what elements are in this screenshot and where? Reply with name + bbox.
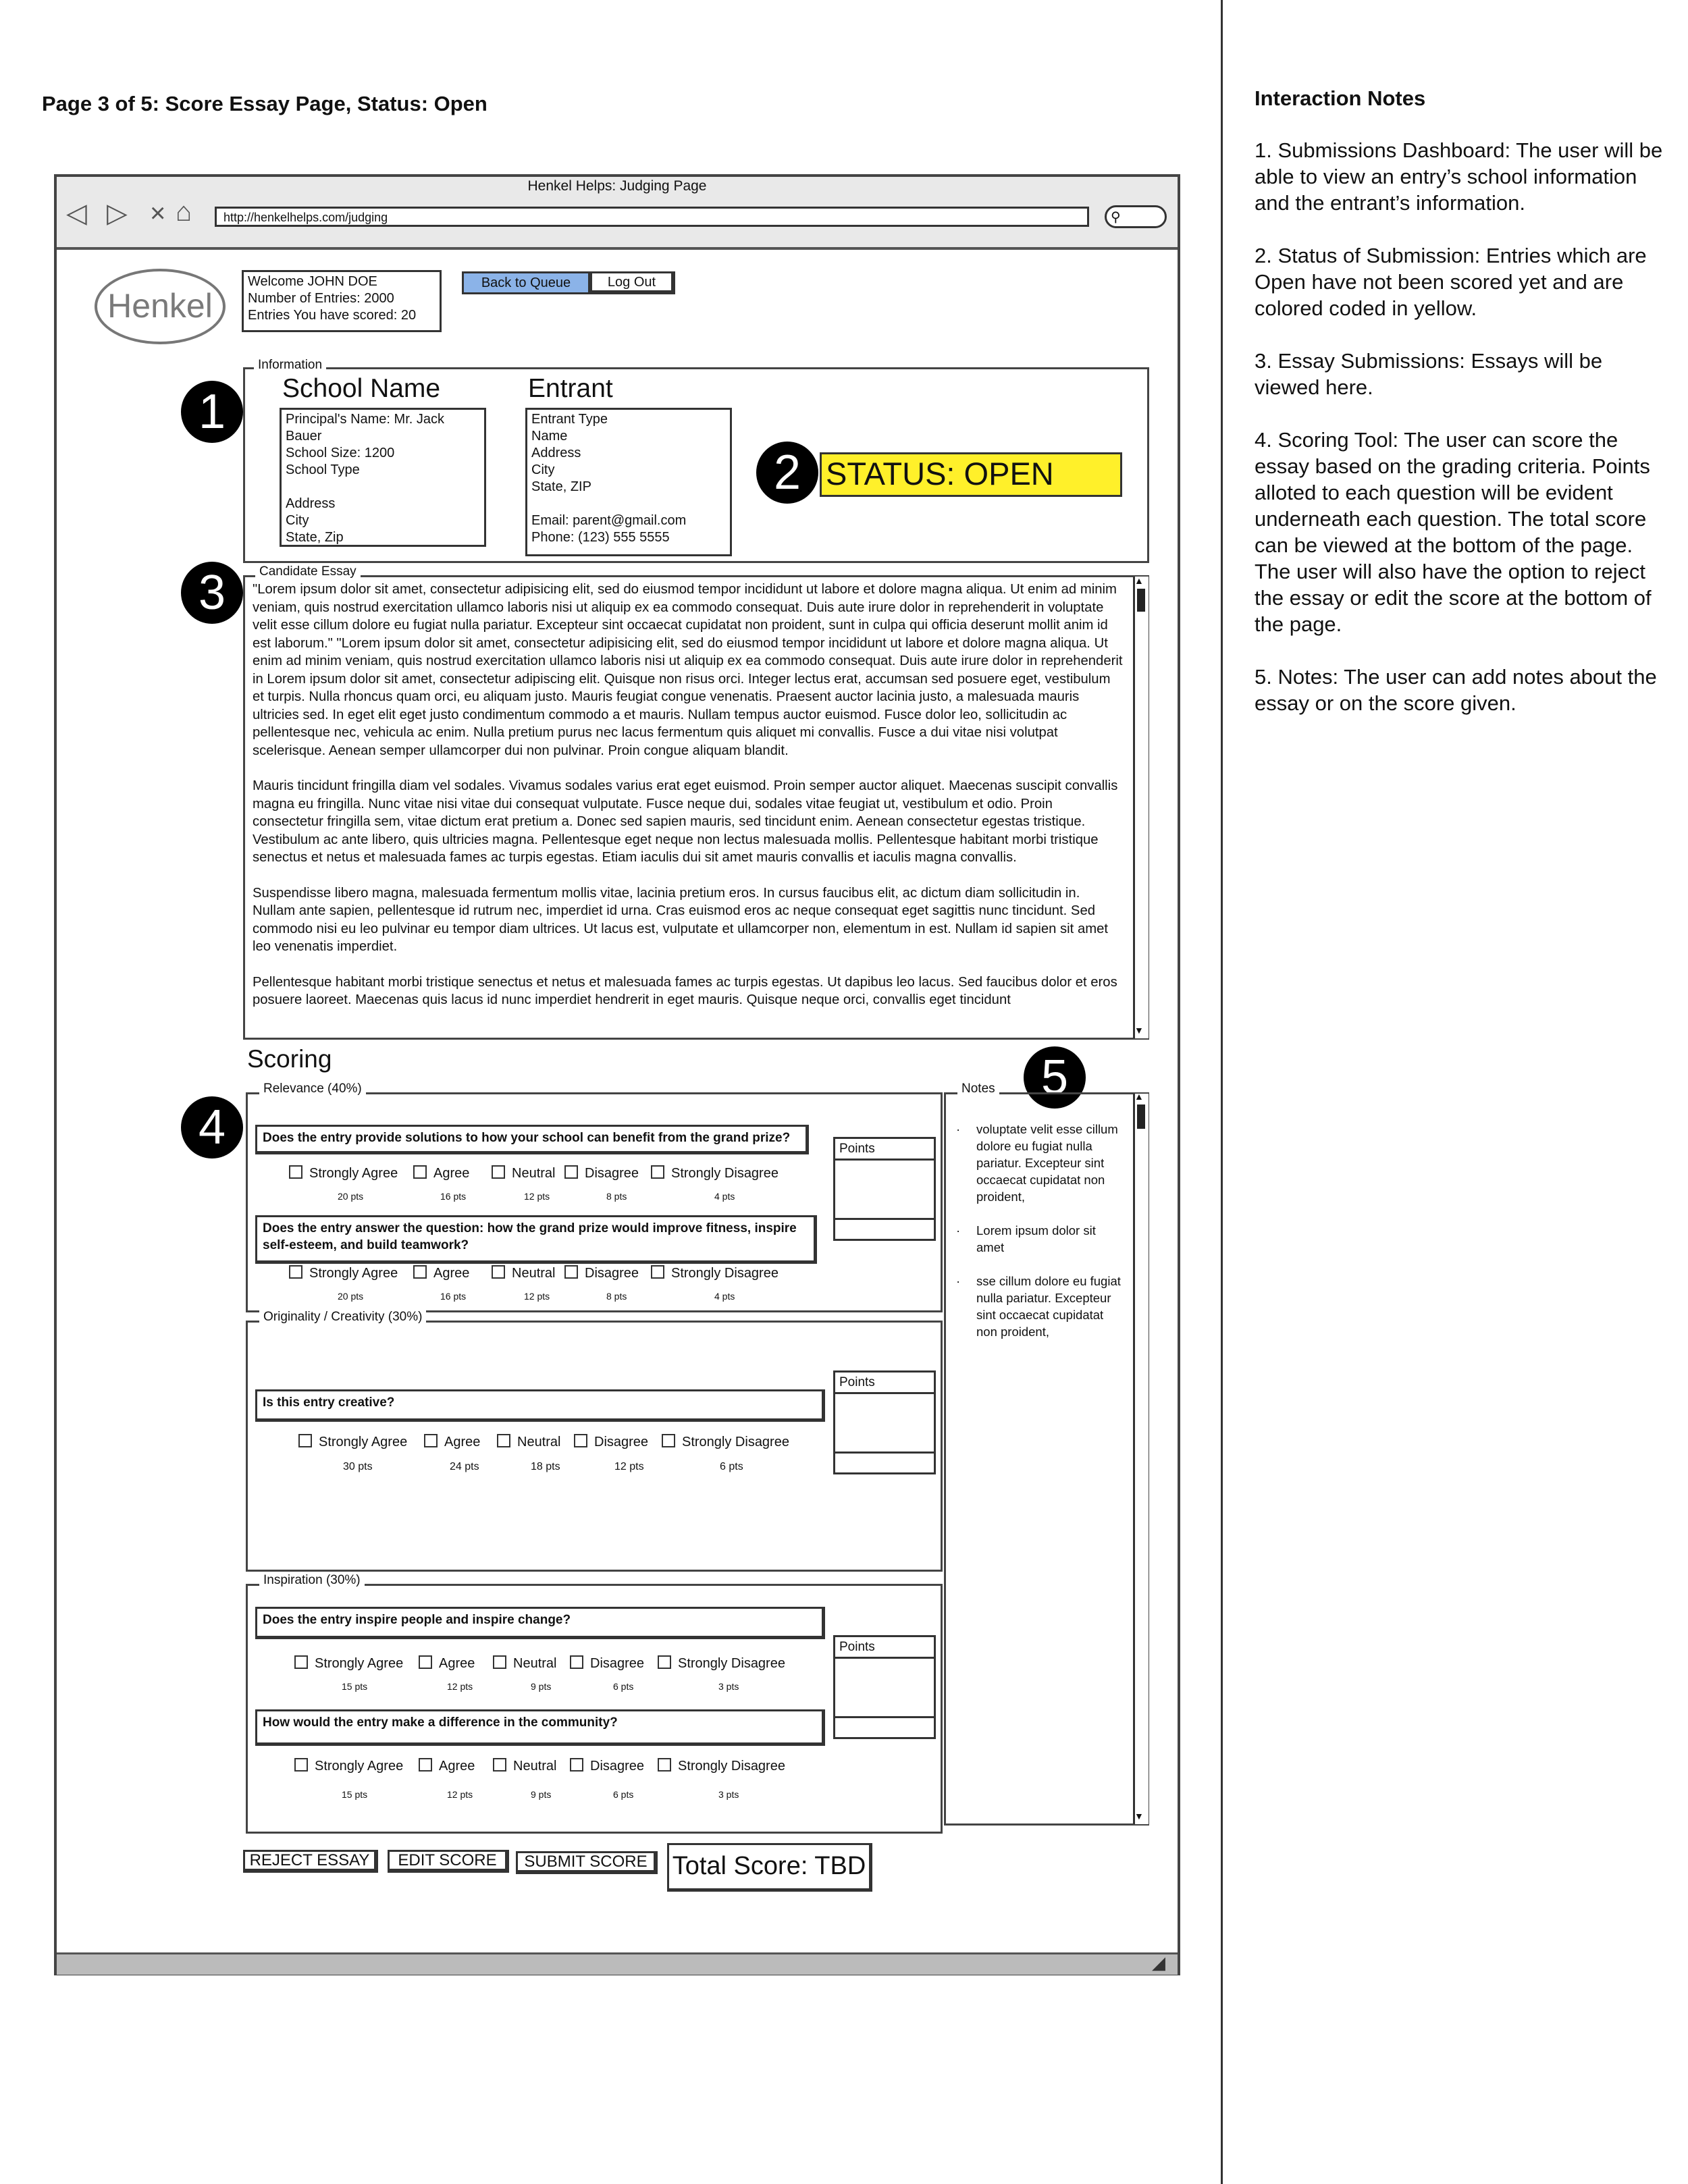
search-icon: ⚲ xyxy=(1111,210,1121,225)
status-badge: STATUS: OPEN xyxy=(820,452,1122,497)
back-to-queue-button[interactable]: Back to Queue xyxy=(462,271,590,294)
pts-label: 9 pts xyxy=(531,1789,552,1800)
resize-grip-icon[interactable]: ◢ xyxy=(1152,1952,1165,1973)
entrant-info-box xyxy=(525,408,732,556)
browser-search-input[interactable] xyxy=(1105,205,1167,228)
stop-icon[interactable]: × xyxy=(150,198,166,228)
checkbox[interactable] xyxy=(413,1265,427,1279)
option-neutral[interactable] xyxy=(493,1655,556,1672)
essay-scroll-thumb[interactable] xyxy=(1137,589,1145,612)
pts-label: 9 pts xyxy=(531,1681,552,1692)
inspiration-q1-options xyxy=(294,1655,835,1673)
option-disagree[interactable] xyxy=(570,1758,644,1774)
originality-question-1: Is this entry creative? xyxy=(255,1389,825,1422)
checkbox[interactable] xyxy=(658,1758,671,1772)
option-label: Agree xyxy=(433,1266,470,1281)
spacer xyxy=(531,496,726,512)
option-disagree[interactable] xyxy=(570,1655,644,1672)
option-disagree[interactable] xyxy=(564,1165,639,1181)
welcome-user: Welcome JOHN DOE xyxy=(248,274,377,289)
pts-label: 3 pts xyxy=(718,1789,739,1800)
entries-count: Number of Entries: 2000 xyxy=(248,291,394,306)
pts-label: 15 pts xyxy=(342,1681,368,1692)
log-out-button[interactable]: Log Out xyxy=(590,271,675,294)
henkel-logo: Henkel xyxy=(95,269,226,344)
callout-5: 5 xyxy=(1024,1046,1086,1109)
pts-label: 15 pts xyxy=(342,1789,368,1800)
essay-paragraph: Suspendisse libero magna, malesuada fermentum mollis vitae, lacinia pretium eros. In cursus faucibus elit, ac dictum diam sollicitudin in. Nullam ante sapien, pellentesque id rutrum nec, imperdiet id urna. Cras euismod eros ac neque consequat eget sagittis nunc tincidunt. Sed commodo nisi eu leo pulvinar eu tempor diam ultrices. Ut lacus est, vulputate et ullamcorper non, elementum in est. Nullam id sapien sit amet leo venenatis imperdiet. xyxy=(253,885,1109,954)
option-label: Strongly Disagree xyxy=(671,1166,779,1181)
option-label: Disagree xyxy=(585,1266,639,1281)
inspiration-q1-points xyxy=(294,1681,835,1693)
checkbox[interactable] xyxy=(413,1165,427,1179)
pts-label: 16 pts xyxy=(440,1191,467,1202)
entrant-phone: Phone: (123) 555 5555 xyxy=(531,530,670,545)
option-label: Strongly Agree xyxy=(309,1166,398,1181)
essay-paragraph: Mauris tincidunt fringilla diam vel sodales. Vivamus sodales varius erat eget euismod. Proin semper auctor aliquet. Maecenas suscipit convallis magna eu fringilla. Nunc vitae nisi vitae dui consequat vulputate. Fusce neque dui, sodales vitae feugiat ut, vestibulum et odio. Proin consectetur fringilla sem, vitae dictum erat pretium a. Donec sed sapien mauris, sed tincidunt enim. Aenean consectetur egestas tristique. Vestibulum ac ante libero, quis ultricies magna. Pellentesque eget neque non lectus malesuada mollis. Pellentesque habitant morbi tristique senectus et netus et malesuada fames ac turpis egestas. Etiam iaculis dui sit amet mauris convallis et iaculis magna convallis. xyxy=(253,778,1118,865)
option-strongly-disagree[interactable] xyxy=(658,1655,785,1672)
entrant-name: Name xyxy=(531,429,568,444)
option-strongly-agree[interactable] xyxy=(294,1655,403,1672)
checkbox[interactable] xyxy=(492,1165,505,1179)
checkbox[interactable] xyxy=(289,1165,302,1179)
note-item: · Lorem ipsum dolor sit amet xyxy=(947,1222,1122,1256)
notes-scrollbar[interactable] xyxy=(1133,1094,1149,1824)
option-label: Neutral xyxy=(512,1166,556,1181)
option-agree[interactable] xyxy=(419,1655,475,1672)
originality-points-box[interactable] xyxy=(833,1370,936,1454)
option-label: Agree xyxy=(439,1656,475,1671)
interaction-note-5: 5. Notes: The user can add notes about the essay or on the score given. xyxy=(1255,665,1657,715)
option-label: Agree xyxy=(433,1166,470,1181)
interaction-notes xyxy=(1255,85,1666,743)
option-label: Strongly Disagree xyxy=(671,1266,779,1281)
checkbox[interactable] xyxy=(658,1655,671,1669)
pts-label: 12 pts xyxy=(524,1191,550,1202)
callout-2: 2 xyxy=(756,442,818,504)
inspiration-question-2: How would the entry make a difference in the community? xyxy=(255,1709,825,1746)
pts-label: 8 pts xyxy=(606,1291,627,1302)
points-label: Points xyxy=(835,1637,934,1659)
checkbox[interactable] xyxy=(564,1165,578,1179)
interaction-note-4: 4. Scoring Tool: The user can score the essay based on the grading criteria. Points alloted to each question will be evident underneath each question. The total score can be viewed at the bottom of the page. The user will also have the option to reject the essay or edit the score at the bottom of the page. xyxy=(1255,428,1652,636)
scoring-title: Scoring xyxy=(247,1045,332,1073)
checkbox[interactable] xyxy=(564,1265,578,1279)
checkbox[interactable] xyxy=(294,1758,308,1772)
forward-arrow-icon[interactable]: ▷ xyxy=(107,198,128,228)
note-item: · voluptate velit esse cillum dolore eu fugiat nulla pariatur. Excepteur sint occaecat cupidatat non proident, xyxy=(947,1121,1122,1205)
option-label: Neutral xyxy=(513,1656,557,1671)
points-label: Points xyxy=(835,1139,934,1161)
checkbox[interactable] xyxy=(574,1434,587,1447)
option-strongly-agree[interactable] xyxy=(289,1265,398,1281)
notes-scroll-up-icon[interactable]: ▲ xyxy=(1134,1091,1144,1102)
pts-label: 3 pts xyxy=(718,1681,739,1692)
checkbox[interactable] xyxy=(419,1758,432,1772)
option-agree[interactable] xyxy=(424,1434,480,1450)
entrant-state-zip: State, ZIP xyxy=(531,479,591,494)
notes-legend: Notes xyxy=(957,1082,999,1096)
checkbox[interactable] xyxy=(419,1655,432,1669)
originality-q1-options xyxy=(298,1434,839,1451)
school-info-box xyxy=(280,408,486,547)
entrant-address: Address xyxy=(531,446,581,460)
scroll-up-icon[interactable]: ▲ xyxy=(1134,575,1144,586)
originality-points-input[interactable] xyxy=(833,1451,936,1474)
essay-paragraph: "Lorem ipsum dolor sit amet, consectetur adipisicing elit, sed do eiusmod tempor incididunt ut labore et dolore magna aliqua. Ut enim ad minim veniam, quis nostrud exercitation ullamco laboris nisi ut aliquip ex ea commodo consequat. Duis aute irure dolor in reprehenderit in voluptate velit esse cillum dolore eu fugiat nulla pariatur. Excepteur sint occaecat cupidatat non proident, sunt in culpa qui officia deserunt mollit anim id est laborum." "Lorem ipsum dolor sit amet, consectetur adipisicing elit, sed do eiusmod tempor incididunt ut labore et dolore magna aliqua. Ut enim ad minim veniam, quis nostrud exercitation ullamco laboris nisi ut aliquip ex ea commodo consequat. Duis aute irure dolor in reprehenderit in Lorem ipsum dolor sit amet, consectetur adipiscing elit. Quisque non risus orci. Integer lectus erat, accumsan sed posuere eget, vestibulum et turpis. Nulla rhoncus quam orci, eu aliquam justo. Mauris feugiat congue venenatis. Praesent auctor lacinia justo, a malesuada mauris ultricies sed. In eget elit eget justo condimentum commodo a et mauris. Nullam tempus auctor euismod. Fusce dolor leo, sollicitudin ac pellentesque nec, vehicula ac enim. Nulla pretium purus nec lacus fermentum quis aliquet mi convallis. Fusce a dui vitae nisi volutpat scelerisque. Aenean semper ullamcorper dui non pulvinar. Proin congue aliquam blandit. xyxy=(253,582,1123,758)
relevance-q2-points xyxy=(289,1291,829,1303)
relevance-legend: Relevance (40%) xyxy=(259,1082,366,1096)
option-label: Strongly Disagree xyxy=(678,1656,785,1671)
home-icon[interactable]: ⌂ xyxy=(176,197,192,227)
relevance-question-2: Does the entry answer the question: how the grand prize would improve fitness, inspire self-esteem, and build teamwork? xyxy=(255,1215,817,1264)
pts-label: 20 pts xyxy=(338,1291,364,1302)
spacer xyxy=(286,479,480,496)
interaction-note-1: 1. Submissions Dashboard: The user will be able to view an entry’s school information and the entrant’s information. xyxy=(1255,138,1663,215)
checkbox[interactable] xyxy=(493,1758,506,1772)
option-label: Agree xyxy=(444,1435,481,1449)
school-type: School Type xyxy=(286,462,360,477)
browser-statusbar xyxy=(57,1952,1178,1975)
option-neutral[interactable] xyxy=(492,1265,555,1281)
pts-label: 12 pts xyxy=(447,1789,473,1800)
callout-3: 3 xyxy=(181,562,243,624)
essay-scrollbar[interactable] xyxy=(1133,577,1149,1038)
option-agree[interactable] xyxy=(413,1165,469,1181)
pts-label: 6 pts xyxy=(613,1789,634,1800)
entrant-city: City xyxy=(531,462,555,477)
option-label: Disagree xyxy=(590,1759,645,1774)
entrant-email: Email: parent@gmail.com xyxy=(531,513,687,528)
checkbox[interactable] xyxy=(570,1758,583,1772)
option-label: Disagree xyxy=(590,1656,645,1671)
interaction-note-2: 2. Status of Submission: Entries which are Open have not been scored yet and are colored coded in yellow. xyxy=(1255,244,1647,320)
checkbox[interactable] xyxy=(497,1434,510,1447)
option-label: Neutral xyxy=(512,1266,556,1281)
option-strongly-disagree[interactable] xyxy=(658,1758,785,1774)
option-agree[interactable] xyxy=(413,1265,469,1281)
option-neutral[interactable] xyxy=(493,1758,556,1774)
checkbox[interactable] xyxy=(651,1165,664,1179)
notes-list xyxy=(947,1121,1122,1357)
option-label: Strongly Agree xyxy=(315,1656,404,1671)
option-label: Disagree xyxy=(585,1166,639,1181)
option-label: Strongly Agree xyxy=(319,1435,408,1449)
checkbox[interactable] xyxy=(424,1434,438,1447)
notes-scroll-thumb[interactable] xyxy=(1137,1104,1145,1129)
option-label: Strongly Agree xyxy=(315,1759,404,1774)
option-disagree[interactable] xyxy=(574,1434,648,1450)
option-neutral[interactable] xyxy=(492,1165,555,1181)
inspiration-points-box[interactable] xyxy=(833,1635,936,1719)
principal-name: Principal's Name: Mr. Jack Bauer xyxy=(286,412,444,444)
pts-label: 8 pts xyxy=(606,1191,627,1202)
total-score: Total Score: TBD xyxy=(667,1843,872,1892)
inspiration-legend: Inspiration (30%) xyxy=(259,1573,365,1588)
school-size: School Size: 1200 xyxy=(286,446,395,460)
pts-label: 12 pts xyxy=(524,1291,550,1302)
inspiration-q2-points xyxy=(294,1789,835,1801)
pts-label: 6 pts xyxy=(720,1461,743,1472)
pts-label: 12 pts xyxy=(447,1681,473,1692)
page-divider xyxy=(1221,0,1223,2184)
option-strongly-disagree[interactable] xyxy=(651,1265,779,1281)
back-arrow-icon[interactable]: ◁ xyxy=(66,198,87,228)
information-legend: Information xyxy=(254,358,326,373)
relevance-q2-options xyxy=(289,1265,829,1283)
entrant-type: Entrant Type xyxy=(531,412,608,427)
reject-essay-button[interactable]: REJECT ESSAY xyxy=(243,1850,378,1873)
relevance-points-box[interactable] xyxy=(833,1137,936,1221)
pts-label: 20 pts xyxy=(338,1191,364,1202)
essay-legend: Candidate Essay xyxy=(255,564,361,579)
school-state-zip: State, Zip xyxy=(286,530,344,545)
pts-label: 16 pts xyxy=(440,1291,467,1302)
callout-4: 4 xyxy=(181,1096,243,1158)
relevance-question-1: Does the entry provide solutions to how your school can benefit from the grand prize? xyxy=(255,1125,809,1154)
url-bar[interactable]: http://henkelhelps.com/judging xyxy=(215,207,1089,227)
originality-legend: Originality / Creativity (30%) xyxy=(259,1310,426,1325)
option-strongly-agree[interactable] xyxy=(298,1434,407,1450)
pts-label: 4 pts xyxy=(714,1191,735,1202)
inspiration-question-1: Does the entry inspire people and inspire change? xyxy=(255,1607,825,1639)
school-name-heading: School Name xyxy=(282,374,441,403)
notes-scroll-down-icon[interactable]: ▼ xyxy=(1134,1811,1144,1821)
option-label: Strongly Disagree xyxy=(678,1759,785,1774)
callout-1: 1 xyxy=(181,381,243,443)
pts-label: 30 pts xyxy=(343,1461,373,1472)
checkbox[interactable] xyxy=(298,1434,312,1447)
interaction-note-3: 3. Essay Submissions: Essays will be viewed here. xyxy=(1255,349,1603,399)
option-label: Neutral xyxy=(513,1759,557,1774)
option-strongly-disagree[interactable] xyxy=(651,1165,779,1181)
option-strongly-agree[interactable] xyxy=(294,1758,403,1774)
points-label: Points xyxy=(835,1373,934,1394)
checkbox[interactable] xyxy=(651,1265,664,1279)
inspiration-q2-options xyxy=(294,1758,835,1776)
checkbox[interactable] xyxy=(294,1655,308,1669)
checkbox[interactable] xyxy=(662,1434,675,1447)
pts-label: 6 pts xyxy=(613,1681,634,1692)
welcome-box xyxy=(242,270,442,332)
interaction-notes-title: Interaction Notes xyxy=(1255,86,1426,110)
relevance-points-input[interactable] xyxy=(833,1218,936,1241)
option-label: Neutral xyxy=(517,1435,561,1449)
essay-text xyxy=(253,581,1124,1036)
pts-label: 12 pts xyxy=(614,1461,644,1472)
entries-scored: Entries You have scored: 20 xyxy=(248,308,417,323)
browser-title: Henkel Helps: Judging Page xyxy=(527,178,707,194)
page-heading: Page 3 of 5: Score Essay Page, Status: Open xyxy=(42,92,487,115)
checkbox[interactable] xyxy=(492,1265,505,1279)
option-label: Disagree xyxy=(594,1435,649,1449)
option-label: Strongly Agree xyxy=(309,1266,398,1281)
option-disagree[interactable] xyxy=(564,1265,639,1281)
scroll-down-icon[interactable]: ▼ xyxy=(1134,1025,1144,1036)
inspiration-points-input[interactable] xyxy=(833,1716,936,1739)
relevance-q1-points xyxy=(289,1191,829,1203)
submit-score-button[interactable]: SUBMIT SCORE xyxy=(516,1851,658,1874)
option-strongly-agree[interactable] xyxy=(289,1165,398,1181)
option-agree[interactable] xyxy=(419,1758,475,1774)
school-address: Address xyxy=(286,496,336,511)
relevance-q1-options xyxy=(289,1165,829,1183)
pts-label: 4 pts xyxy=(714,1291,735,1302)
pts-label: 24 pts xyxy=(450,1461,479,1472)
option-neutral[interactable] xyxy=(497,1434,560,1450)
option-label: Agree xyxy=(439,1759,475,1774)
school-city: City xyxy=(286,513,309,528)
option-strongly-disagree[interactable] xyxy=(662,1434,789,1450)
option-label: Strongly Disagree xyxy=(682,1435,789,1449)
essay-paragraph: Pellentesque habitant morbi tristique senectus et netus et malesuada fames ac turpis egestas. Ut dapibus leo lacus. Sed faucibus dolor et eros posuere laoreet. Maecenas quis lacus id nunc imperdiet hendrerit in eget mauris. Quisque neque orci, convallis eget tincidunt xyxy=(253,974,1117,1007)
note-item: · sse cillum dolore eu fugiat nulla pariatur. Excepteur sint occaecat cupidatat non proident, xyxy=(947,1273,1122,1340)
checkbox[interactable] xyxy=(493,1655,506,1669)
pts-label: 18 pts xyxy=(531,1461,560,1472)
entrant-heading: Entrant xyxy=(528,374,613,403)
checkbox[interactable] xyxy=(289,1265,302,1279)
checkbox[interactable] xyxy=(570,1655,583,1669)
originality-q1-points xyxy=(298,1461,839,1473)
edit-score-button[interactable]: EDIT SCORE xyxy=(388,1850,509,1873)
